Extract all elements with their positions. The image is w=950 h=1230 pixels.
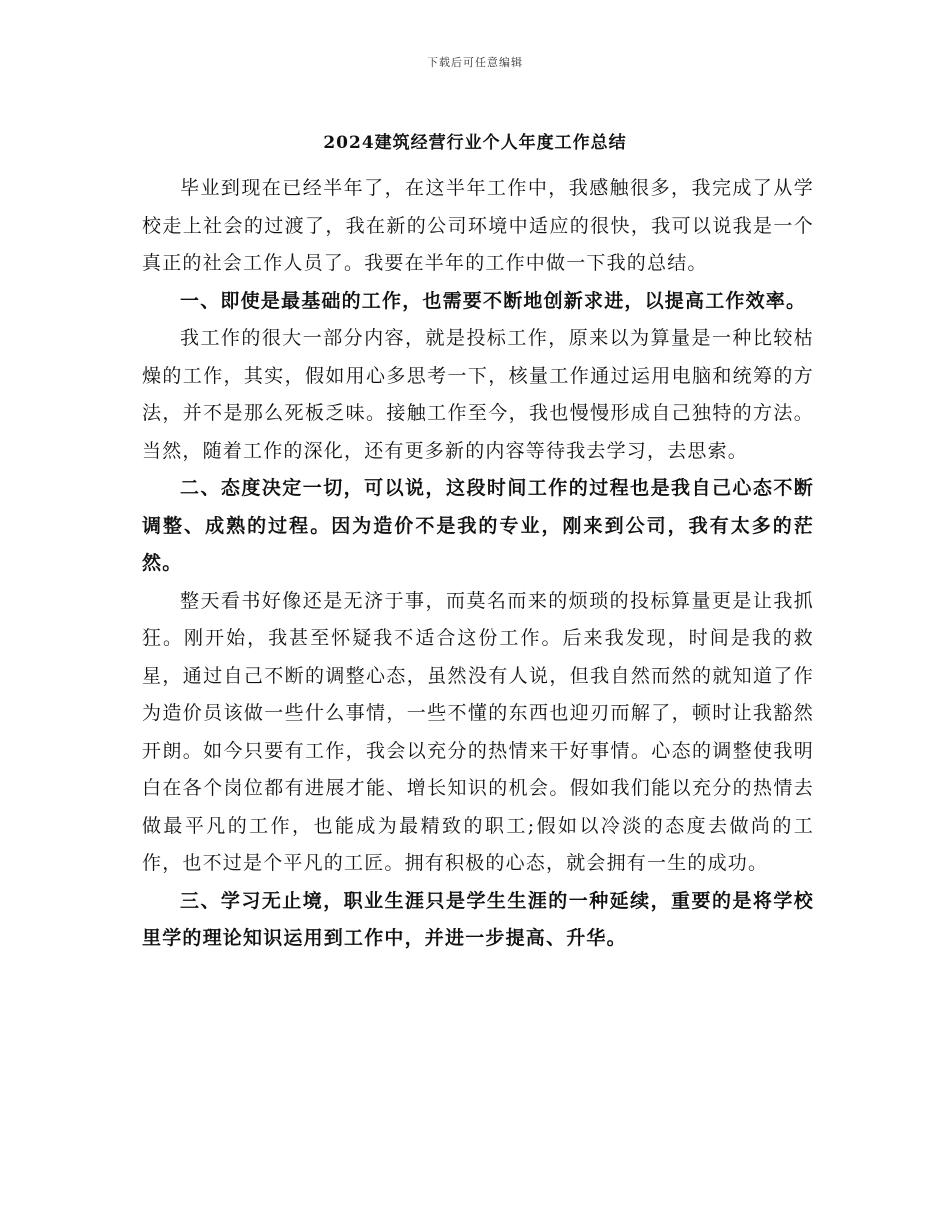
section-heading-3: 三、学习无止境，职业生涯只是学生生涯的一种延续，重要的是将学校里学的理论知识运用到工作中，并进一步提高、升华。 — [142, 889, 814, 949]
header-note: 下载后可任意编辑 — [427, 56, 523, 69]
document-body — [142, 170, 814, 958]
paragraph-intro: 毕业到现在已经半年了，在这半年工作中，我感触很多，我完成了从学校走上社会的过渡了，我在新的公司环境中适应的很快，我可以说我是一个真正的社会工作人员了。我要在半年的工作中做一下我的总结。 — [142, 177, 814, 274]
section-heading-2: 二、态度决定一切，可以说，这段时间工作的过程也是我自己心态不断调整、成熟的过程。因为造价不是我的专业，刚来到公司，我有太多的茫然。 — [142, 477, 814, 574]
page-title: 2024建筑经营行业个人年度工作总结 — [323, 133, 627, 153]
paragraph-section-1: 我工作的很大一部分内容，就是投标工作，原来以为算量是一种比较枯燥的工作，其实，假如用心多思考一下，核量工作通过运用电脑和统筹的方法，并不是那么死板乏味。接触工作至今，我也慢慢形成自己独特的方法。当然，随着工作的深化，还有更多新的内容等待我去学习，去思索。 — [142, 327, 814, 462]
paragraph-section-2: 整天看书好像还是无济于事，而莫名而来的烦琐的投标算量更是让我抓狂。刚开始，我甚至怀疑我不适合这份工作。后来我发现，时间是我的救星，通过自己不断的调整心态，虽然没有人说，但我自然而然的就知道了作为造价员该做一些什么事情，一些不懂的东西也迎刃而解了，顿时让我豁然开朗。如今只要有工作，我会以充分的热情来干好事情。心态的调整使我明白在各个岗位都有进展才能、增长知识的机会。假如我们能以充分的热情去做最平凡的工作，也能成为最精致的职工;假如以冷淡的态度去做尚的工作，也不过是个平凡的工匠。拥有积极的心态，就会拥有一生的成功。 — [142, 589, 814, 874]
section-heading-1: 一、即使是最基础的工作，也需要不断地创新求进，以提高工作效率。 — [180, 289, 807, 312]
